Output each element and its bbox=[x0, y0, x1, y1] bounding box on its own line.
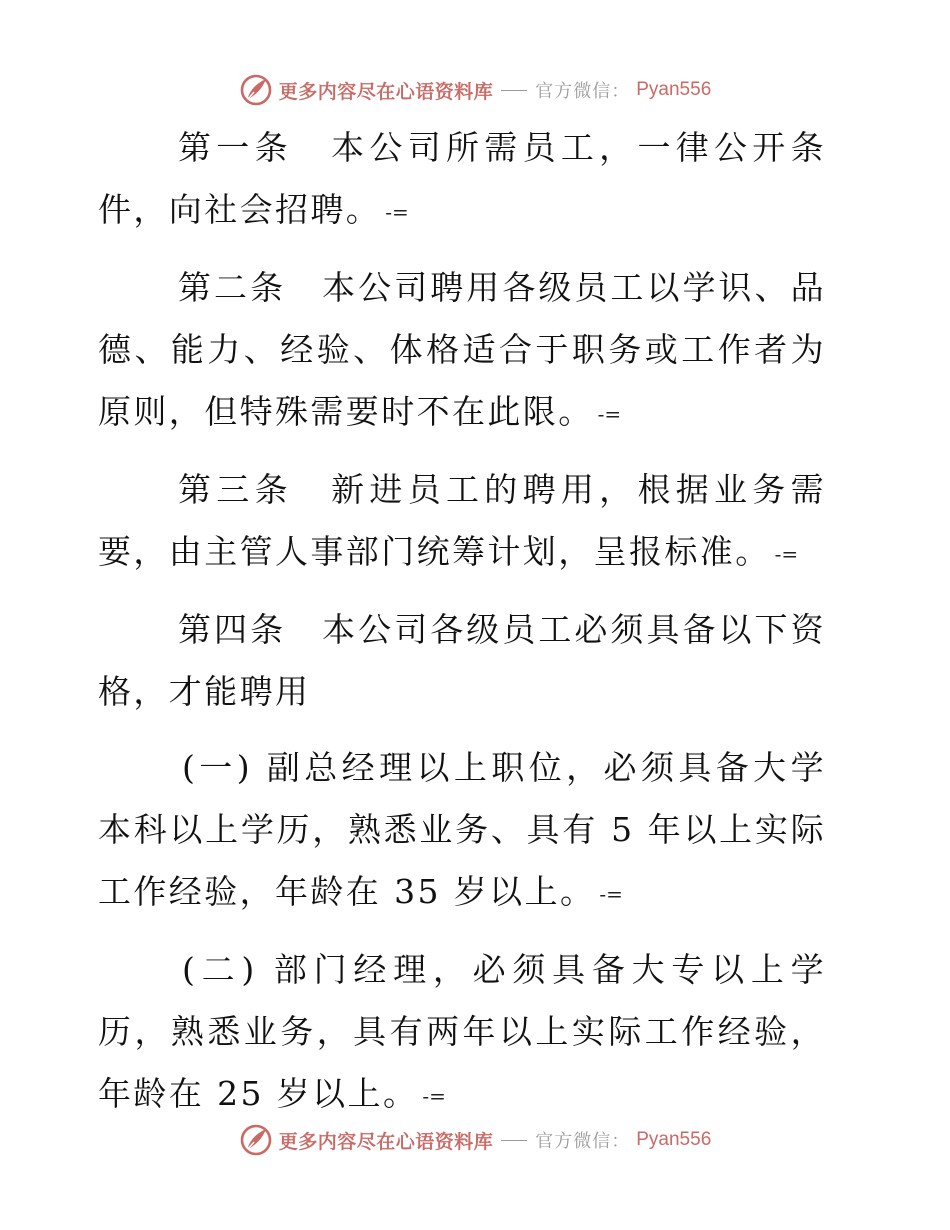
watermark-official-label: 官方微信： bbox=[535, 1131, 631, 1152]
document-body bbox=[98, 117, 826, 1141]
article-4-item-2-text: (二) 部门经理，必须具备大专以上学历，熟悉业务，具有两年以上实际工作经验，年龄在 25 岁以上。 bbox=[98, 950, 826, 1113]
watermark-wechat-id: Pyan556 bbox=[636, 79, 712, 100]
article-4-item-2 bbox=[98, 939, 826, 1127]
watermark-site-text: 更多内容尽在心语资料库 bbox=[278, 1130, 494, 1153]
paragraph-mark: -= bbox=[597, 402, 622, 426]
watermark-dash bbox=[501, 1140, 527, 1141]
quill-logo-icon bbox=[239, 1123, 273, 1157]
paragraph-mark: -= bbox=[599, 882, 623, 906]
article-4-item-1 bbox=[98, 737, 826, 925]
watermark-site-text: 更多内容尽在心语资料库 bbox=[278, 80, 494, 103]
article-4-item-1-text: (一) 副总经理以上职位，必须具备大学本科以上学历，熟悉业务、具有 5 年以上实际工作经验，年龄在 35 岁以上。 bbox=[98, 748, 826, 911]
footer-watermark bbox=[0, 1120, 950, 1160]
article-3-text: 第三条 新进员工的聘用，根据业务需要，由主管人事部门统筹计划，呈报标准。 bbox=[98, 470, 826, 571]
article-4 bbox=[98, 599, 826, 723]
paragraph-mark: -= bbox=[774, 542, 799, 566]
article-4-text: 第四条 本公司各级员工必须具备以下资格，才能聘用 bbox=[98, 610, 826, 711]
article-3 bbox=[98, 459, 826, 585]
header-watermark bbox=[0, 70, 950, 110]
quill-logo-icon bbox=[239, 73, 273, 107]
article-1-text: 第一条 本公司所需员工，一律公开条件，向社会招聘。 bbox=[98, 128, 826, 229]
paragraph-mark: -= bbox=[385, 200, 409, 224]
article-2 bbox=[98, 257, 826, 445]
watermark-wechat-id: Pyan556 bbox=[636, 1129, 712, 1150]
article-2-text: 第二条 本公司聘用各级员工以学识、品德、能力、经验、体格适合于职务或工作者为原则，但特殊需要时不在此限。 bbox=[98, 268, 826, 431]
article-1 bbox=[98, 117, 826, 243]
watermark-dash bbox=[501, 90, 527, 91]
watermark-official-label: 官方微信： bbox=[535, 81, 631, 102]
paragraph-mark: -= bbox=[422, 1084, 446, 1108]
